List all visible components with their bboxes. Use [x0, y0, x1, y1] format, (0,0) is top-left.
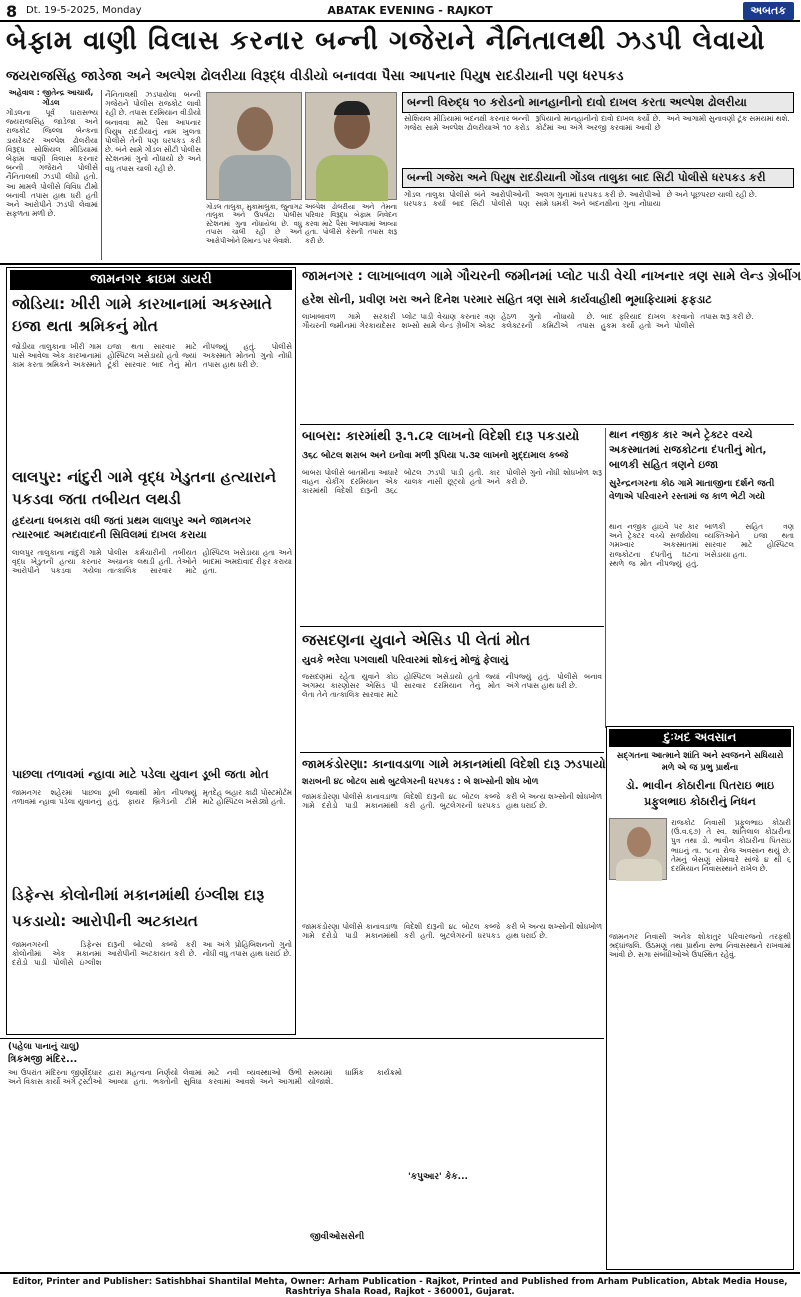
story1-headline: જોડિયા: ખીરી ગામે કારખાનામાં અકસ્માતે ઇજા થતા શ્રમિકનું મોત	[12, 295, 272, 335]
lead-col-2: નૈનિતાલથી ઝડપાયેલા બન્ની ગજેરાને પોલીસ રાજકોટ લાવી રહી છે. તપાસ દરમિયાન વીડીયો બનાવવા માટે પૈસા આપનાર પિયુષ રાદડીયાનું નામ ખુલતા પોલીસે તેની પણ ધરપકડ કરી છે. બંને સામે ગોંડલ સીટી પોલીસ સ્ટેશનમાં ગુનો નોંધાયો છે અને વધુ તપાસ ચાલી રહી છે.	[105, 90, 201, 173]
continued-kicker-2: 'કપુઆર' કેક...	[408, 1172, 498, 1182]
jasdan-headline: જસદણના યુવાને એસિડ પી લેતાં મોત	[302, 631, 531, 649]
masthead	[0, 0, 800, 22]
jamkandorna-headline: જામકંડોરણા: કાનાવડાળા ગામે મકાનમાંથી વિદેશી દારૂ ઝડપાયો	[302, 757, 606, 771]
land-grabbing-text: લાખાબાવળ ગામે સરકારી ગૌચરની જમીનમાં ગેરકાયદેસર પ્લોટ પાડી વેચાણ કરનાર ત્રણ શખ્સો સામે લેન્ડ ગ્રેબીંગ એક્ટ હેઠળ ગુનો નોંધાયો છે. કલેક્ટરની કમિટીએ તપાસ બાદ ફરિયાદ દાખલ કરવાનો હુકમ કર્યો હતો અને પોલીસે તપાસ શરૂ કરી છે.	[302, 312, 754, 331]
story2-headline: લાલપુર: નાંદુરી ગામે વૃદ્ધ ખેડુતના હત્યારાને પકડવા જતા તબીયત લથડી	[12, 468, 277, 508]
column-divider	[101, 90, 102, 260]
deceased-photo	[609, 818, 667, 880]
jamkandorna-subhead: શરાબની ૪૮ બોટલ સાથે બુટલેગરની ધરપકડ : બે શખ્સોની શોધ ખોળ	[302, 777, 539, 787]
jasdan-subhead: યુવકે ભરેલા પગલાથી પરિવારમાં શોકનું મોજું ફેલાયું	[302, 655, 509, 666]
babra-subhead: ૩૬૮ બોટલ શરાબ અને ઇનોવા મળી રૂપિયા ૫.૩૨ લાખનો મુદ્દામાલ કબ્જે	[302, 451, 569, 461]
babra-text: બાબરા પોલીસે બાતમીના આધારે વાહન ચેકીંગ દરમિયાન એક કારમાંથી વિદેશી દારૂની ૩૬૮ બોટલ ઝડપી પાડી હતી. કાર ચાલક નાસી છૂટ્યો હતો અને પોલીસે ગુનો નોંધી શોધખોળ શરૂ કરી છે.	[302, 468, 602, 496]
land-grabbing-headline: જામનગર : લાખાબાવળ ગામે ગૌચરની જમીનમાં પ્લોટ પાડી વેચી નાખનાર ત્રણ સામે લેન્ડ ગ્રેબીંગ	[302, 269, 801, 284]
section-rule	[300, 752, 604, 753]
arrest-headline: બન્ની ગજેરા અને પિયુષ રાદડીયાની ગોંડલ તાલુકા બાદ સિટી પોલીસે ધરપકડ કરી	[402, 168, 794, 188]
accused-photo-2	[305, 92, 397, 200]
brand-center: ABATAK EVENING - RAJKOT	[327, 4, 493, 17]
section-rule	[300, 626, 604, 627]
land-grabbing-subhead: હરેશ સોની, પ્રવીણ ખરા અને દિનેશ પરમાર સહિત ત્રણ સામે કાર્યવાહીથી ભૂમાફિયામાં ફફડાટ	[302, 293, 712, 306]
continued-text: આ ઉપરાંત મંદિરના જીર્ણોદ્ધાર અને વિકાસ કાર્યો અંગે ટ્રસ્ટીઓ દ્વારા મહત્વના નિર્ણયો લેવામાં આવ્યા હતા. ભક્તોની સુવિધા માટે નવી વ્યવસ્થાઓ ઉભી કરવામાં આવશે અને આગામી સમયમાં ધાર્મિક કાર્યક્રમો યોજાશે.	[8, 1068, 402, 1087]
page-number: 8	[6, 2, 18, 21]
lead-col-1: ગોંડલના પૂર્વ ધારાસભ્ય જયરાજસિંહ જાડેજા અને રાજકોટ જિલ્લા બેન્કના ડાયરેક્ટર અલ્પેશ ઢોલરીયા વિરૂદ્ધ સોશિયલ મીડિયામાં બેફામ વાણી વિલાસ કરનાર બન્ની ગજેરાને પોલીસે નૈનિતાલથી ઝડપી લીધો હતો. આ મામલે પોલીસે વિવિધ ટીમો બનાવી તપાસ હાથ ધરી હતી અને આરોપીને ઝડપી લેવામાં સફળતા મળી છે.	[6, 108, 98, 219]
abtak-logo: અબતક	[743, 2, 795, 20]
accident-text: થાન નજીક હાઇવે પર કાર અને ટ્રેક્ટર વચ્ચે સર્જાયેલા ગમખ્વાર અકસ્માતમાં રાજકોટના દંપતીનું ઘટના સ્થળે જ મોત નીપજ્યું હતું. બાળકી સહિત ત્રણ વ્યક્તિઓને ઇજા થતા સારવાર માટે હોસ્પિટલ ખસેડાયા હતા.	[609, 522, 794, 568]
story2-text: લાલપુર તાલુકાના નાંદુરી ગામે વૃદ્ધ ખેડુતની હત્યા કરનાર આરોપીને પકડવા ગયેલા પોલીસ કર્મચારીની તબીયત અચાનક લથડી હતી. તેઓને તાત્કાલિક સારવાર માટે હોસ્પિટલ ખસેડાયા હતા અને બાદમાં અમદાવાદ રીફર કરાયા હતા.	[12, 548, 292, 576]
accused-photo-1	[206, 92, 302, 200]
section-rule	[0, 1038, 604, 1039]
continued-kicker-3: જીવીઓસસેની	[310, 1232, 400, 1242]
arrest-text: ગોંડલ તાલુકા પોલીસે બંને આરોપીઓની ધરપકડ કર્યા બાદ સિટી પોલીસે પણ અલગ ગુનામાં ધરપકડ કરી છે. આરોપીઓ સામે ધમકી અને બદનક્ષીના ગુના નોંધાયા છે અને પૂછપરછ ચાલી રહી છે.	[404, 190, 757, 209]
obituary-title: દુઃખદ અવસાન	[609, 729, 791, 747]
story2-subhead: હૃદયના ધબકારા વધી જતાં પ્રથમ લાલપુર અને જામનગર ત્યારબાદ અમદાવાદની સિવિલમાં દાખલ કરાયા	[12, 515, 252, 541]
obituary-more-text: જામનગર નિવાસી અનેક શોકાતુર પરિવારજનો તરફથી શ્રદ્ધાંજલિ. ઉઠમણું તથા પ્રાર્થના સભા નિવાસસ્થાને રાખવામાં આવી છે. સગા સંબંધીઓએ ઉપસ્થિત રહેવું.	[609, 932, 791, 960]
photo-caption-1: ગોંડલ તાલુકા, મુકામાલુકા, જુનાગઢ તાલુકા અને ઉપલેટા પોલીસ સ્ટેશનમાં ગુના નોંધાયેલા છે. વધુ તપાસ ચાલી રહી છે અને આરોપીઓને રિમાન્ડ પર લેવાશે.	[206, 203, 302, 245]
story4-headline: ડિફેન્સ કોલોનીમાં મકાનમાંથી ઇંગ્લીશ દારૂ પકડાયો: આરોપીની અટકાયત	[12, 886, 265, 930]
defamation-suit-headline: બન્ની વિરુદ્ધ ૧૦ કરોડનો માનહાનીનો દાવો દાખલ કરતા અલ્પેશ ઢોલરીયા	[402, 92, 794, 113]
issue-date: Dt. 19-5-2025, Monday	[26, 5, 142, 16]
continued-kicker: ત્રિકમજી મંદિર...	[8, 1054, 78, 1065]
continued-label: (પહેલા પાનાનું ચાલુ)	[8, 1042, 80, 1052]
accident-subhead: સુરેન્દ્રનગરના કોઠ ગામે માતાજીના દર્શને જતી વેળાએ પરિવારને રસ્તામાં જ કાળ ભેટી ગયો	[609, 479, 775, 502]
story4-text: જામનગરની ડિફેન્સ કોલોનીમાં એક મકાનમાં દરોડો પાડી પોલીસે ઇંગ્લીશ દારૂની બોટલો કબ્જે કરી આરોપીની અટકાયત કરી છે. આ અંગે પ્રોહિબિશનનો ગુનો નોંધી વધુ તપાસ હાથ ધરાઈ છે.	[12, 940, 292, 968]
photo-caption-2: અલ્પેશ ઢોલરીયા અને તેમના પરિવાર વિરૂદ્ધ બેફામ નિવેદન કરવા માટે પૈસા આપવામાં આવ્યા હતા. પોલીસે કેસની તપાસ શરૂ કરી છે.	[305, 203, 397, 245]
babra-headline: બાબરા: કારમાંથી રૂ.૧.૮૨ લાખનો વિદેશી દારૂ પકડાયો	[302, 429, 580, 444]
accident-headline: થાન નજીક કાર અને ટ્રેક્ટર વચ્ચે અકસ્માતમાં રાજકોટના દંપતીનું મોત, બાળકી સહિત ત્રણને ઇજા	[609, 429, 767, 471]
story1-text: જોડીયા તાલુકાના ખીરી ગામ પાસે આવેલા એક કારખાનામાં કામ કરતા શ્રમિકને અકસ્માતે ઇજા થતા સારવાર માટે હોસ્પિટલ ખસેડાયો હતો જ્યાં ટૂંકી સારવાર બાદ તેનું મોત નીપજ્યું હતું. પોલીસે અકસ્માતે મોતનો ગુનો નોંધી તપાસ હાથ ધરી છે.	[12, 342, 292, 370]
story3-text: જામનગર શહેરમાં પાછલા તળાવમાં ન્હાવા પડેલા યુવાનનું ડૂબી જવાથી મોત નીપજ્યું હતું. ફાયર બ્રિગેડની ટીમે મૃતદેહ બહાર કાઢી પોસ્ટમોર્ટમ માટે હોસ્પિટલ ખસેડ્યો હતો.	[12, 788, 292, 807]
lead-subheadline: જયરાજસિંહ જાડેજા અને અલ્પેશ ઢોલરીયા વિરૂદ્ધ વીડીયો બનાવવા પૈસા આપનાર પિયુષ રાદડીયાની પણ ધરપકડ	[6, 68, 624, 84]
section-rule	[300, 424, 794, 425]
jamkandorna-text: જામકંડોરણા પોલીસે કાનાવડાળા ગામે દરોડો પાડી મકાનમાંથી વિદેશી દારૂની ૪૮ બોટલ કબ્જે કરી હતી. બુટલેગરની ધરપકડ કરી બે અન્ય શખ્સોની શોધખોળ હાથ ધરાઈ છે.	[302, 792, 602, 811]
lead-byline: અહેવાલ : જીતેન્દ્ર આચાર્ય, ગોંડલ	[8, 88, 94, 107]
obituary-text: રાજકોટ નિવાસી પ્રફુલભાઇ કોઠારી (ઉ.વ.૬૭) તે સ્વ. શાંતિલાલ કોઠારીના પુત્ર તથા ડો. ભાવીન કોઠારીના પિતરાઇ ભાઇનું તા. ૧૮ના રોજ અવસાન થયું છે. તેમનું બેસણું સોમવારે સાંજે ૪ થી ૬ દરમિયાન નિવાસસ્થાને રાખેલ છે.	[671, 818, 791, 874]
column-divider	[605, 428, 606, 728]
obituary-name-headline: ડો. ભાવીન કોઠારીના પિતરાઇ ભાઇ પ્રફુલભાઇ કોઠારીનું નિધન	[625, 779, 775, 808]
section-rule	[0, 263, 800, 265]
lead-headline: બેફામ વાણી વિલાસ કરનાર બન્ની ગજેરાને નૈનિતાલથી ઝડપી લેવાયો	[6, 26, 766, 56]
story3-headline: પાછલા તળાવમાં ન્હાવા માટે પડેલા યુવાન ડૂબી જતા મોત	[12, 767, 269, 781]
jamkandorna-continued-text: જામકંડોરણા પોલીસે કાનાવડાળા ગામે દરોડો પાડી મકાનમાંથી વિદેશી દારૂની ૪૮ બોટલ કબ્જે કરી હતી. બુટલેગરની ધરપકડ કરી બે અન્ય શખ્સોની શોધખોળ હાથ ધરાઈ છે.	[302, 922, 602, 941]
obituary-prayer: સદ્ગતના આત્માને શાંતિ અને સ્વજનને સધિયારો મળે એ જ પ્રભુ પ્રાર્થના	[616, 751, 784, 773]
jasdan-text: જસદણમાં રહેતા યુવાને કોઇ અગમ્ય કારણોસર એસિડ પી લેતા તેને તાત્કાલિક સારવાર માટે હોસ્પિટલ ખસેડાયો હતો જ્યાં સારવાર દરમિયાન તેનું મોત નીપજ્યું હતું. પોલીસે બનાવ અંગે તપાસ હાથ ધરી છે.	[302, 672, 602, 700]
defamation-suit-text: સોશિયલ મીડિયામાં બદનક્ષી કરનાર બન્ની ગજેરા સામે અલ્પેશ ઢોલરીયાએ ૧૦ કરોડ રૂપિયાનો માનહાનીનો દાવો દાખલ કર્યો છે. કોર્ટમાં આ અંગે અરજી કરવામાં આવી છે અને આગામી સુનાવણી ટૂંક સમયમાં થશે.	[404, 114, 790, 133]
crime-diary-title: જામનગર ક્રાઇમ ડાયરી	[10, 270, 292, 290]
publisher-footer: Editor, Printer and Publisher: Satishbhai Shantilal Mehta, Owner: Arham Publication - Rajkot, Printed and Published from Arham Publication, Abtak Media House, Rashtriya Shala Road, Rajkot - 360001, Gujarat.	[0, 1272, 800, 1290]
